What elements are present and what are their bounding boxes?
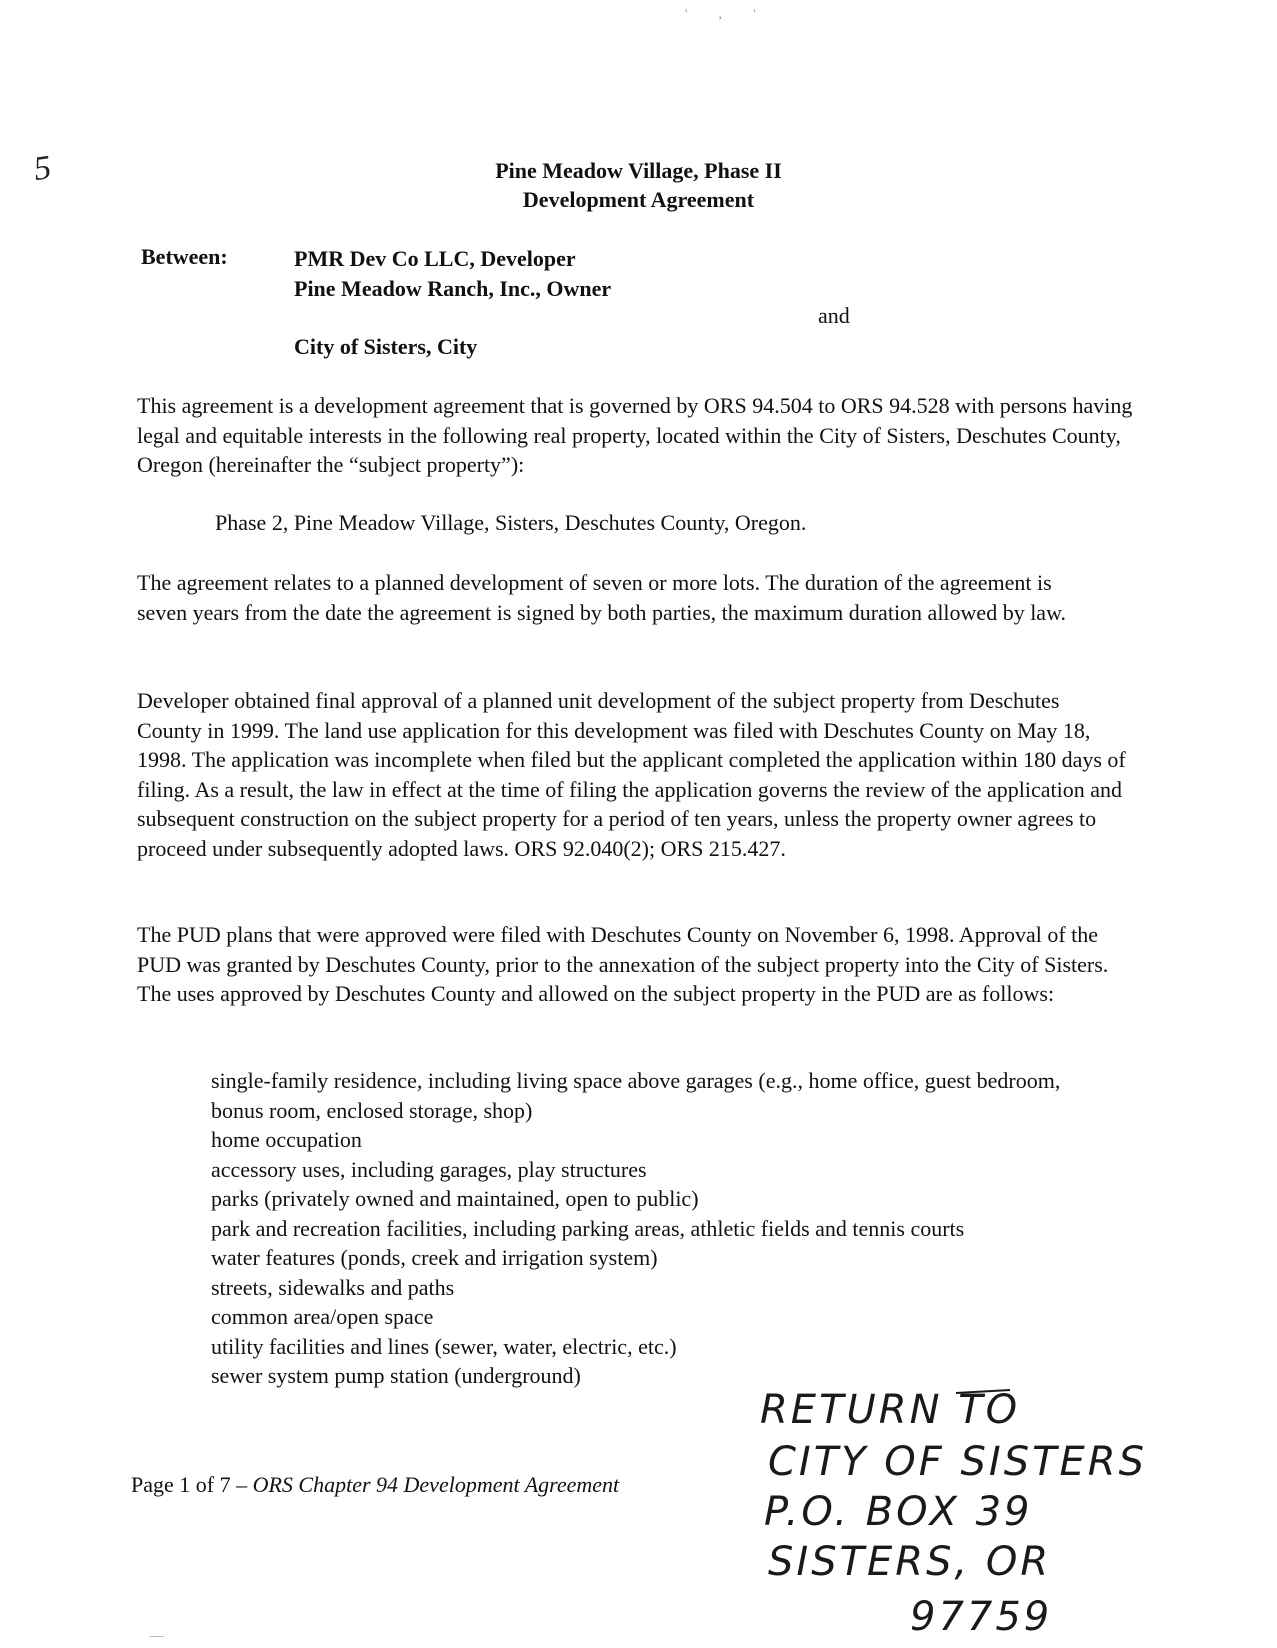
approved-uses-list	[211, 1066, 1111, 1391]
party-owner: Pine Meadow Ranch, Inc., Owner	[294, 276, 612, 301]
use-item: single-family residence, including living space above garages (e.g., home office, guest bedroom, bonus room, enclosed storage, shop)	[211, 1068, 1061, 1123]
scan-artifact	[150, 1636, 164, 1637]
handwritten-line: SISTERS, OR	[768, 1539, 1052, 1585]
party-developer: PMR Dev Co LLC, Developer	[294, 246, 576, 271]
handwritten-line: RETURN TO	[760, 1387, 1021, 1433]
use-item: accessory uses, including garages, play structures	[211, 1156, 647, 1182]
paragraph-pud-plans: The PUD plans that were approved were filed with Deschutes County on November 6, 1998. Approval of the PUD was granted by Deschutes County, prior to the annexation of the subject property into the City of Sisters. The uses approved by Deschutes County and allowed on the subject property in the PUD are as follows:	[137, 922, 1109, 1006]
handwritten-line: P.O. BOX 39	[764, 1489, 1033, 1535]
paragraph-governing-law: This agreement is a development agreement that is governed by ORS 94.504 to ORS 94.528 with persons having legal and equitable interests in the following real property, located within the City of Sisters, Deschutes County, Oregon (hereinafter the “subject property”):	[137, 393, 1133, 477]
paragraph-approval-history: Developer obtained final approval of a planned unit development of the subject property from Deschutes County in 1999. The land use application for this development was filed with Deschutes County on May 18, 1998. The application was incomplete when filed but the applicant completed the application within 180 days of filing. As a result, the law in effect at the time of filing the application governs the review of the application and subsequent construction on the subject property for a period of ten years, unless the property owner agrees to proceed under subsequently adopted laws. ORS 92.040(2); ORS 215.427.	[137, 688, 1126, 861]
use-item: common area/open space	[211, 1304, 434, 1329]
handwritten-margin-number: 5	[31, 149, 54, 189]
between-label: Between:	[141, 244, 228, 269]
document-title: Pine Meadow Village, Phase II	[495, 158, 782, 183]
use-item: streets, sidewalks and paths	[211, 1274, 455, 1300]
use-item: parks (privately owned and maintained, open to public)	[211, 1186, 699, 1211]
handwritten-line: CITY OF SISTERS	[768, 1439, 1147, 1485]
page-footer	[131, 1472, 619, 1498]
use-item: park and recreation facilities, including parking areas, athletic fields and tennis courts	[211, 1215, 965, 1241]
party-conjunction: and	[818, 303, 850, 328]
page-number: Page 1 of 7 –	[131, 1472, 253, 1497]
paragraph-duration: The agreement relates to a planned development of seven or more lots. The duration of the agreement is seven years from the date the agreement is signed by both parties, the maximum duration allowed by law.	[137, 570, 1067, 625]
use-item: utility facilities and lines (sewer, water, electric, etc.)	[211, 1333, 677, 1359]
use-item: home occupation	[211, 1127, 362, 1152]
document-subtitle: Development Agreement	[522, 187, 755, 212]
use-item: water features (ponds, creek and irrigation system)	[211, 1245, 658, 1270]
use-item: sewer system pump station (underground)	[211, 1363, 581, 1388]
footer-document-name: ORS Chapter 94 Development Agreement	[252, 1472, 620, 1497]
handwritten-line: 97759	[910, 1594, 1053, 1640]
handwritten-return-address	[760, 1385, 1180, 1645]
party-city: City of Sisters, City	[294, 334, 478, 359]
scan-marks: ' , '	[685, 6, 770, 21]
subject-property-description: Phase 2, Pine Meadow Village, Sisters, Deschutes County, Oregon.	[215, 510, 807, 535]
